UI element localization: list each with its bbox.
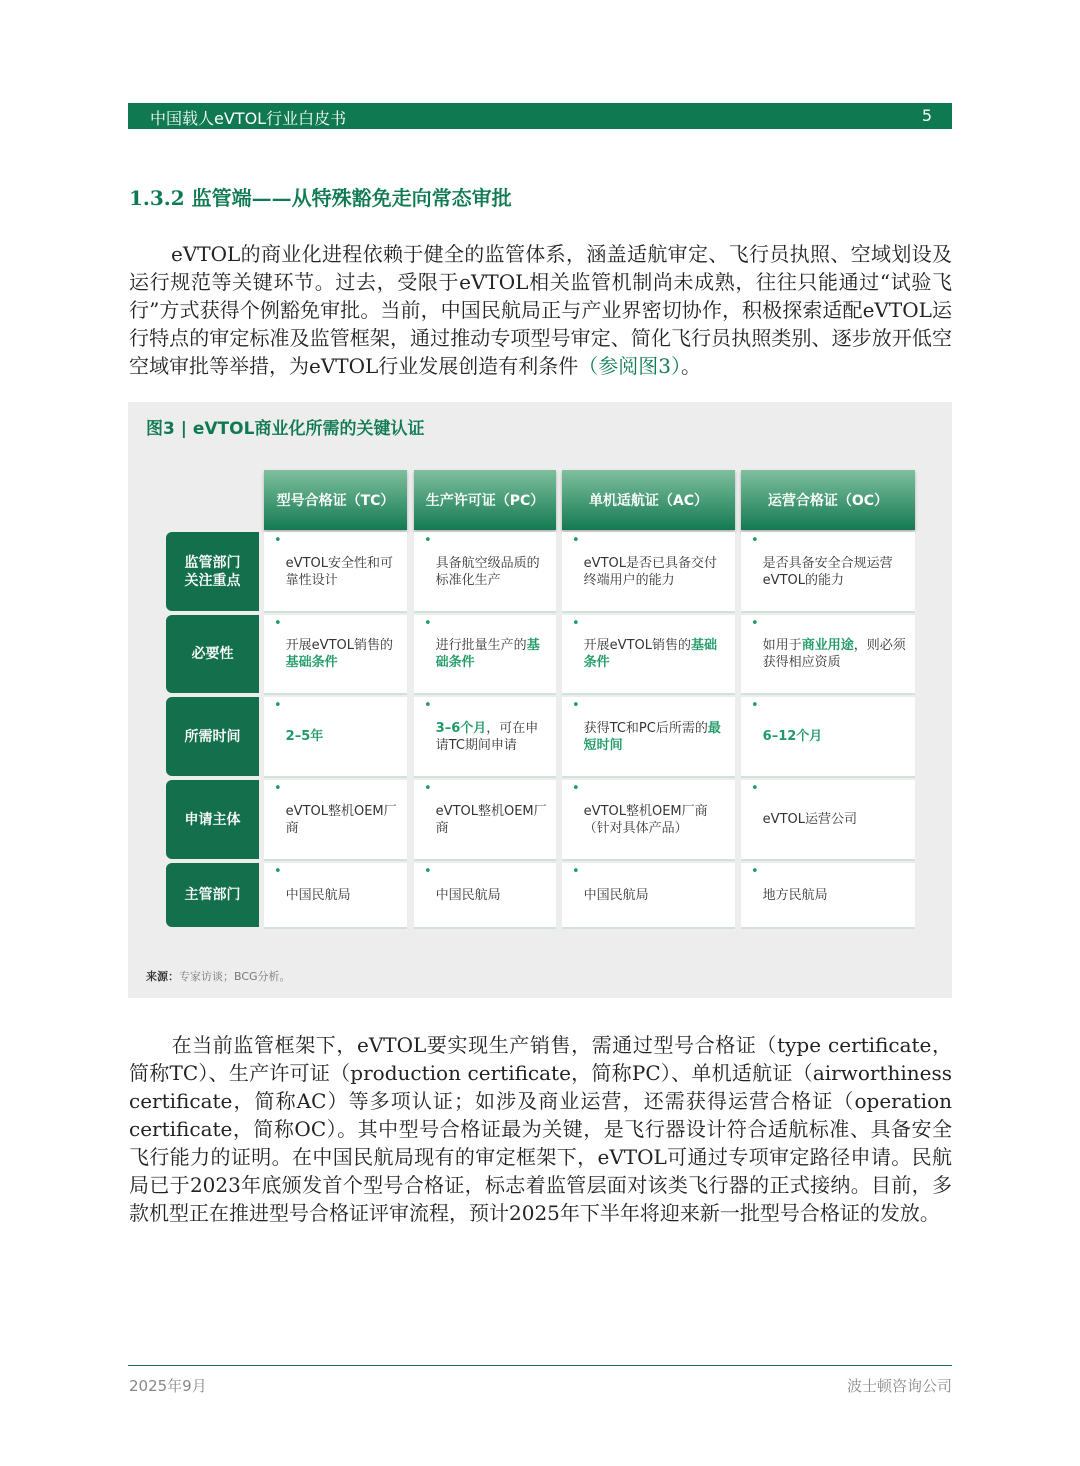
table-cell [264,615,407,695]
bullet-icon: • [572,533,580,548]
cell-highlight: 6–12个月 [762,729,823,744]
cell-text-part: 如用于 [762,638,802,653]
cell-text [286,555,399,589]
cell-text [436,555,548,589]
bullet-icon: • [424,616,432,631]
cell-text [286,637,399,671]
cell-text-part: 获得TC和PC后所需的 [583,720,708,736]
table-cell [741,780,915,861]
header-bar [128,103,952,129]
bullet-icon: • [274,616,282,631]
cell-text [436,803,548,837]
cell-text [286,728,324,745]
table-cell [562,863,735,929]
cell-text-part: 中国民航局 [583,887,649,903]
bullet-icon: • [274,781,282,796]
table-cell [562,532,735,613]
row-header-label: 所需时间 [184,728,241,745]
source-label: 来源： [146,970,179,983]
cell-text [584,887,649,904]
cell-text [584,555,727,589]
cell-highlight: 商业用途 [801,638,854,653]
table-cell [741,697,915,778]
cell-text [763,637,907,671]
row-header [166,615,259,693]
row-header-label: 主管部门 [184,887,241,903]
table-cell [741,863,915,929]
table-cell [741,615,915,695]
table-cell [562,697,735,778]
table-cell [414,780,556,861]
cell-text [763,555,907,589]
cell-text-part: eVTOL整机OEM厂商（针对具体产品） [583,803,708,836]
cell-text-part: 是否具备安全合规运营eVTOL的能力 [762,555,893,588]
bullet-icon: • [424,864,432,879]
cell-text-part: eVTOL运营公司 [762,812,857,827]
cell-text [763,887,828,904]
figure-3 [128,402,952,998]
cell-text-part: 地方民航局 [762,887,828,903]
cell-text-part: eVTOL整机OEM厂商 [285,803,397,836]
bullet-icon: • [751,533,759,548]
table-cell [414,697,556,778]
table-cell [264,780,407,861]
bullet-icon: • [274,698,282,713]
cell-highlight: 基础条件 [583,638,717,670]
column-header: 运营合格证（OC） [741,470,915,530]
bullet-icon: • [424,781,432,796]
cell-text [286,803,399,837]
page-number: 5 [921,106,932,125]
row-header [166,863,259,927]
table-cell [562,780,735,861]
cell-text-part: 中国民航局 [285,887,351,903]
cell-text-part: ，则必须获得相应资质 [762,638,906,670]
bullet-icon: • [424,698,432,713]
bullet-icon: • [572,698,580,713]
table-cell [264,532,407,613]
bullet-icon: • [274,864,282,879]
column-header: 生产许可证（PC） [414,470,556,530]
bullet-icon: • [751,781,759,796]
table-cell [264,863,407,929]
table-cell [741,532,915,613]
cell-text-part: eVTOL是否已具备交付终端用户的能力 [583,555,717,588]
section-heading: 1.3.2 监管端——从特殊豁免走向常态审批 [129,186,512,210]
cell-highlight: 基础条件 [285,655,338,670]
bullet-icon: • [274,533,282,548]
table-cell [414,532,556,613]
bullet-icon: • [751,864,759,879]
cell-text [584,720,727,754]
cell-text [763,728,823,745]
intro-text: eVTOL的商业化进程依赖于健全的监管体系，涵盖适航审定、飞行员执照、空域划设及运行规范等关键环节。过去，受限于eVTOL相关监管机制尚未成熟，往往只能通过“试验飞行”方式获得个例豁免审批。当前，中国民航局正与产业界密切协作，积极探索适配eVTOL运行特点的审定标准及监管框架，通过推动专项型号审定、简化飞行员执照类别、逐步放开低空空域审批等举措，为eVTOL行业发展创造有利条件 [129,242,952,378]
cell-text-part: eVTOL安全性和可靠性设计 [285,555,393,588]
column-header: 型号合格证（TC） [264,470,407,530]
bullet-icon: • [751,616,759,631]
cell-text-part: 进行批量生产的 [435,638,527,653]
cell-text [584,803,727,837]
footer-company: 波士顿咨询公司 [846,1377,952,1395]
row-header [166,532,259,611]
bullet-icon: • [572,781,580,796]
row-header [166,697,259,776]
cell-text [286,887,351,904]
table-cell [414,863,556,929]
row-header [166,780,259,859]
row-header-label: 监管部门关注重点 [184,554,241,589]
figure-reference-link[interactable]: （参阅图3） [578,354,682,378]
cell-text-part: 开展eVTOL销售的 [285,638,393,653]
body-paragraph [129,1031,952,1227]
table-cell [264,697,407,778]
bullet-icon: • [572,616,580,631]
cell-text [436,637,548,671]
document-title: 中国载人eVTOL行业白皮书 [150,109,347,128]
cell-text-part: 具备航空级品质的标准化生产 [435,555,540,588]
row-header-label: 必要性 [191,646,234,662]
bullet-icon: • [751,698,759,713]
cell-text-part: eVTOL整机OEM厂商 [435,803,547,836]
bullet-icon: • [572,864,580,879]
footer-divider [128,1365,952,1366]
cell-text-part: 中国民航局 [435,887,501,903]
figure-title: 图3 | eVTOL商业化所需的关键认证 [146,419,425,439]
cell-text-part: ，可在申请TC期间申请 [435,720,539,753]
figure-source [146,968,291,984]
cell-highlight: 2–5年 [285,729,324,744]
cell-text [763,811,857,828]
cell-highlight: 最短时间 [583,720,721,753]
footer-date: 2025年9月 [129,1377,207,1395]
cell-text [436,720,548,754]
row-header-label: 申请主体 [184,811,241,828]
source-text: 专家访谈；BCG分析。 [179,970,291,983]
cell-text [436,887,501,904]
body-text: 在当前监管框架下，eVTOL要实现生产销售，需通过型号合格证（type certificate，简称TC）、生产许可证（production certificate，简称PC）、单机适航证（airworthiness certificate，简称AC）等多项认证；如涉及商业运营，还需获得运营合格证（operation certificate，简称OC）。其中型号合格证最为关键，是飞行器设计符合适航标准、具备安全飞行能力的证明。在中国民航局现有的审定框架下，eVTOL可通过专项审定路径申请。民航局已于2023年底颁发首个型号合格证，标志着监管层面对该类飞行器的正式接纳。目前，多款机型正在推进型号合格证评审流程，预计2025年下半年将迎来新一批型号合格证的发放。 [129,1033,952,1225]
cell-highlight: 3–6个月 [435,720,487,736]
bullet-icon: • [424,533,432,548]
column-header: 单机适航证（AC） [562,470,735,530]
intro-paragraph [129,240,952,380]
table-cell [562,615,735,695]
cell-highlight: 基础条件 [435,638,540,670]
table-cell [414,615,556,695]
cell-text [584,637,727,671]
cell-text-part: 开展eVTOL销售的 [583,638,691,653]
intro-end: 。 [681,354,702,378]
